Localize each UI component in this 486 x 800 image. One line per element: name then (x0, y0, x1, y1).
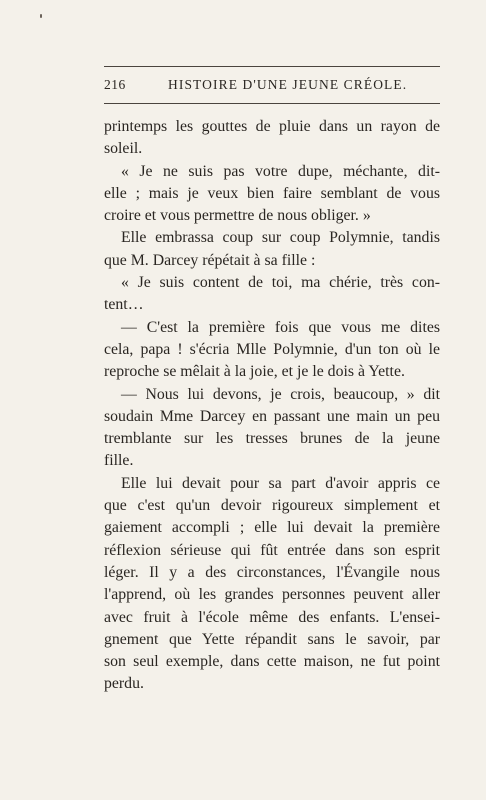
ink-speck (40, 14, 42, 18)
text-line: Elle embrassa coup sur coup Polymnie, tandis (121, 229, 440, 247)
text-line: que M. Darcey répétait à sa fille : (104, 251, 316, 269)
body-text (104, 116, 440, 696)
page-number: 216 (104, 77, 126, 92)
text-line: — Nous lui devons, je crois, beaucoup, » dit (121, 385, 440, 403)
running-title: HISTOIRE D'UNE JEUNE CRÉOLE. (168, 77, 408, 92)
text-line: que c'est qu'un devoir rigoureux simplement et (104, 497, 440, 515)
text-line: gnement que Yette répandit sans le savoir, par (104, 630, 440, 648)
text-line: son seul exemple, dans cette maison, ne fut point (104, 653, 440, 671)
text-line: fille. (104, 452, 134, 470)
text-line: reproche se mêlait à la joie, et je le dois à Yette. (104, 363, 405, 381)
text-line: soleil. (104, 140, 143, 158)
text-line: — C'est la première fois que vous me dites (121, 318, 440, 336)
text-line: printemps les gouttes de pluie dans un rayon de (104, 118, 440, 135)
text-line: soudain Mme Darcey en passant une main un peu (104, 407, 440, 425)
text-line: « Je ne suis pas votre dupe, méchante, dit- (121, 162, 440, 180)
text-line: léger. Il y a des circonstances, l'Évangile nous (104, 563, 440, 581)
text-line: « Je suis content de toi, ma chérie, très con- (121, 274, 440, 292)
text-line: perdu. (104, 675, 144, 693)
text-line: croire et vous permettre de nous obliger. » (104, 207, 371, 225)
text-line: Elle lui devait pour sa part d'avoir appris ce (121, 474, 440, 492)
text-line: elle ; mais je veux bien faire semblant de vous (104, 184, 440, 202)
text-line: cela, papa ! s'écria Mlle Polymnie, d'un ton où le (104, 340, 440, 358)
text-line: l'apprend, où les grandes personnes peuvent aller (104, 586, 440, 604)
text-line: gaiement accompli ; elle lui devait la première (104, 519, 440, 537)
page-header (104, 66, 440, 104)
text-line: avec fruit à l'école même des enfants. L'ensei- (104, 608, 440, 626)
text-line: tent… (104, 296, 144, 314)
text-line: tremblante sur les tresses brunes de la jeune (104, 430, 440, 448)
text-line: réflexion sérieuse qui fût entrée dans son esprit (104, 541, 440, 559)
